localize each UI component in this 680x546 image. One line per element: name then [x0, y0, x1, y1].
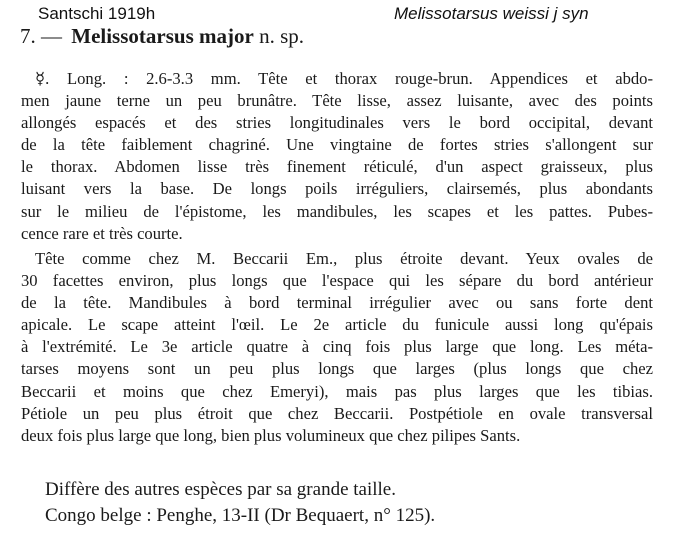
text-line: ☿. Long. : 2.6-3.3 mm. Tête et thorax rouge-brun. Appendices et abdo-: [35, 69, 653, 88]
text-line: le thorax. Abdomen lisse très finement réticulé, d'un aspect graisseux, plus: [21, 157, 653, 177]
synonym-annotation: Melissotarsus weissi j syn: [394, 4, 589, 23]
text-line: cence rare et très courte.: [21, 223, 183, 243]
diagnosis-line: Diffère des autres espèces par sa grande taille.: [45, 479, 396, 500]
text-line: 30 facettes environ, plus longs que l'espace qui les sépare du bord antérieur: [21, 271, 653, 291]
text-line: Beccarii et moins que chez Emeryi), mais pas plus larges que les tibias.: [21, 381, 653, 401]
new-species-marker: n. sp.: [259, 24, 304, 48]
species-heading: [20, 24, 304, 49]
text-line: luisant vers la base. De longs poils irréguliers, clairsemés, plus abondants: [21, 179, 653, 199]
text-line: deux fois plus large que long, bien plus volumineux que chez pilipes Sants.: [21, 425, 521, 445]
text-line: apicale. Le scape atteint l'œil. Le 2e article du funicule aussi long qu'épais: [21, 315, 653, 335]
handwritten-citation-label: Santschi 1919h: [38, 4, 156, 23]
text-line: de la tête. Mandibules à bord terminal irrégulier avec ou sans forte dent: [21, 293, 653, 313]
locality-line: Congo belge : Penghe, 13-II (Dr Bequaert, n° 125).: [45, 505, 436, 526]
text-line: men jaune terne un peu brunâtre. Tête lisse, assez luisante, avec des points: [21, 91, 653, 111]
text-line: Pétiole un peu plus étroit que chez Beccarii. Postpétiole en ovale transversal: [21, 403, 653, 423]
species-name: Melissotarsus major: [71, 24, 254, 48]
text-line: de la tête faiblement chagriné. Une vingtaine de fortes stries s'allongent sur: [21, 135, 653, 155]
description-paragraph-1: [21, 68, 653, 245]
text-line: sur le milieu de l'épistome, les mandibules, les scapes et les pattes. Pubes-: [21, 201, 653, 221]
text-line: à l'extrémité. Le 3e article quatre à cinq fois plus large que long. Les méta-: [21, 337, 653, 357]
species-number: 7. —: [20, 24, 62, 48]
description-paragraph-2: [21, 248, 653, 447]
text-line: tarses moyens sont un peu plus longs que larges (plus longs que chez: [21, 359, 653, 379]
text-line: Tête comme chez M. Beccarii Em., plus étroite devant. Yeux ovales de: [35, 249, 653, 268]
text-line: allongés espacés et des stries longitudinales vers le bord occipital, devant: [21, 113, 653, 133]
